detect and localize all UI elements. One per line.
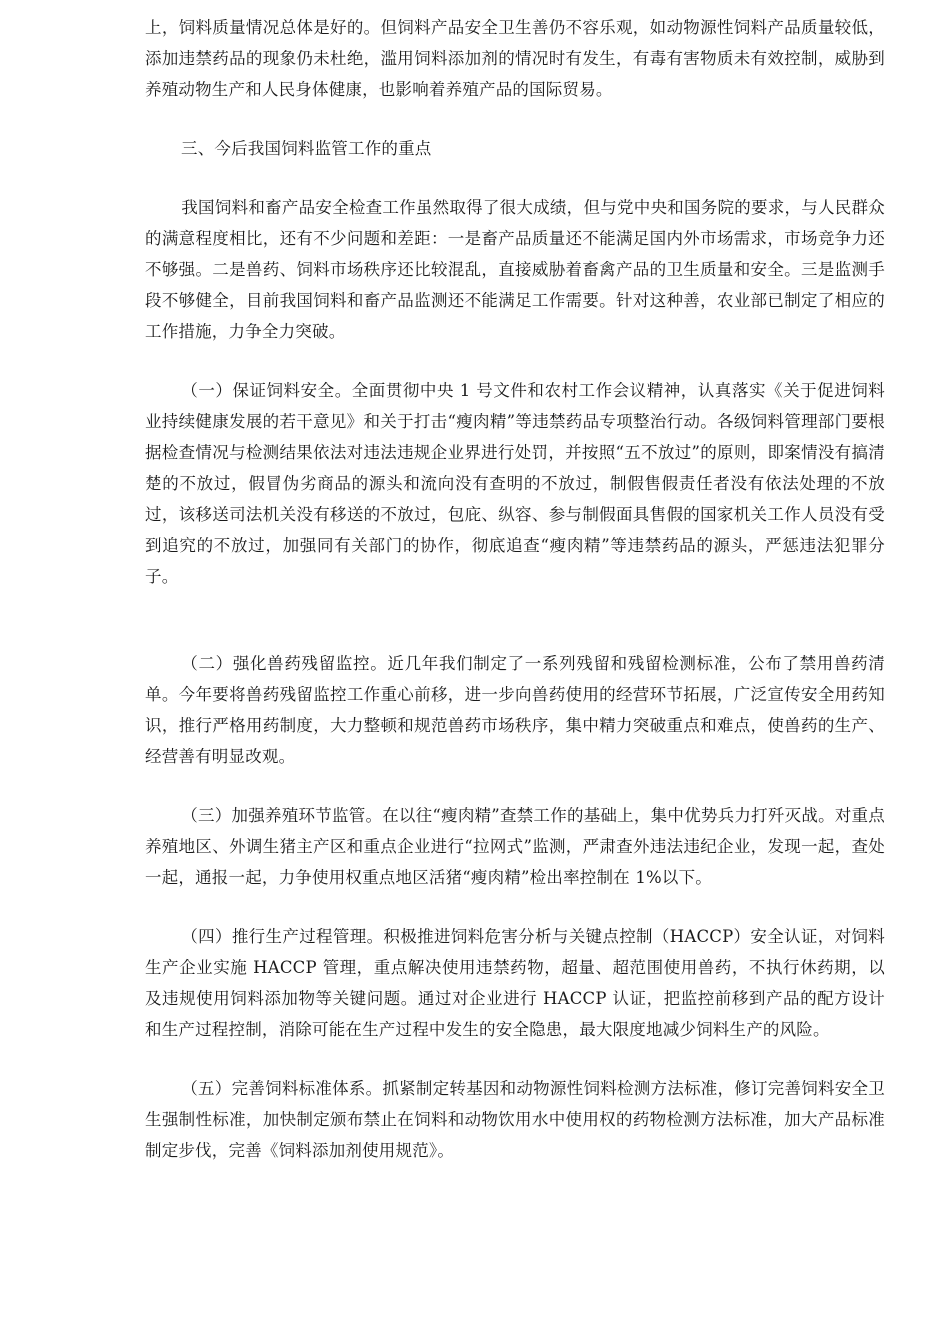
paragraph-continuation: 上，饲料质量情况总体是好的。但饲料产品安全卫生善仍不容乐观，如动物源性饲料产品质量较低，添加违禁药品的现象仍未杜绝，滥用饲料添加剂的情况时有发生，有毒有害物质未有效控制，威胁到养殖动物生产和人民身体健康，也影响着养殖产品的国际贸易。 — [145, 18, 885, 99]
document-page — [145, 12, 885, 1166]
section-heading: 三、今后我国饲料监管工作的重点 — [181, 139, 432, 158]
paragraph-item-1: （一）保证饲料安全。全面贯彻中央 1 号文件和农村工作会议精神，认真落实《关于促进饲料业持续健康发展的若干意见》和关于打击“瘦肉精”等违禁药品专项整治行动。各级饲料管理部门要根据检查情况与检测结果依法对违法违规企业界进行处罚，并按照“五不放过”的原则，即案情没有搞清楚的不放过，假冒伪劣商品的源头和流向没有查明的不放过，制假售假责任者没有依法处理的不放过，该移送司法机关没有移送的不放过，包庇、纵容、参与制假面具售假的国家机关工作人员没有受到追究的不放过，加强同有关部门的协作，彻底追查“瘦肉精”等违禁药品的源头，严惩违法犯罪分子。 — [145, 381, 885, 586]
paragraph-intro: 我国饲料和畜产品安全检查工作虽然取得了很大成绩，但与党中央和国务院的要求，与人民群众的满意程度相比，还有不少问题和差距：一是畜产品质量还不能满足国内外市场需求，市场竞争力还不够强。二是兽药、饲料市场秩序还比较混乱，直接威胁着畜禽产品的卫生质量和安全。三是监测手段不够健全，目前我国饲料和畜产品监测还不能满足工作需要。针对这种善，农业部已制定了相应的工作措施，力争全力突破。 — [145, 198, 885, 341]
paragraph-item-5: （五）完善饲料标准体系。抓紧制定转基因和动物源性饲料检测方法标准，修订完善饲料安全卫生强制性标准，加快制定颁布禁止在饲料和动物饮用水中使用权的药物检测方法标准，加大产品标准制定步伐，完善《饲料添加剂使用规范》。 — [145, 1079, 885, 1160]
paragraph-item-2: （二）强化兽药残留监控。近几年我们制定了一系列残留和残留检测标准，公布了禁用兽药清单。今年要将兽药残留监控工作重心前移，进一步向兽药使用的经营环节拓展，广泛宣传安全用药知识，推行严格用药制度，大力整顿和规范兽药市场秩序，集中精力突破重点和难点，使兽药的生产、经营善有明显改观。 — [145, 654, 885, 766]
paragraph-item-3: （三）加强养殖环节监管。在以往“瘦肉精”查禁工作的基础上，集中优势兵力打歼灭战。对重点养殖地区、外调生猪主产区和重点企业进行“拉网式”监测，严肃查外违法违纪企业，发现一起，查处一起，通报一起，力争使用权重点地区活猪“瘦肉精”检出率控制在 1%以下。 — [145, 806, 885, 887]
paragraph-item-4: （四）推行生产过程管理。积极推进饲料危害分析与关键点控制（HACCP）安全认证，对饲料生产企业实施 HACCP 管理，重点解决使用违禁药物，超量、超范围使用兽药，不执行休药期，以及违规使用饲料添加物等关键问题。通过对企业进行 HACCP 认证，把监控前移到产品的配方设计和生产过程控制，消除可能在生产过程中发生的安全隐患，最大限度地减少饲料生产的风险。 — [145, 927, 885, 1039]
